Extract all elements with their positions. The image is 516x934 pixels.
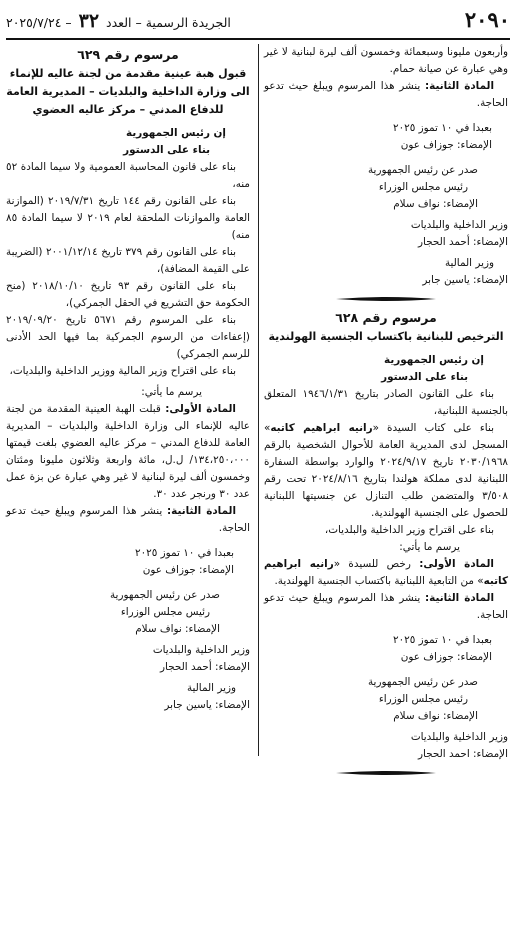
- article-2: المادة الثانية: ينشر هذا المرسوم ويبلغ حيث تدعو الحاجة.: [6, 505, 250, 534]
- gazette-name: الجريدة الرسمية: [145, 15, 231, 30]
- pm-title-2: رئيس مجلس الوزراء: [378, 693, 468, 705]
- finance-minister-title: وزير المالية: [444, 257, 494, 269]
- header-rule: [6, 38, 510, 40]
- left-column: [6, 44, 250, 714]
- constitution-heading: بناء على الدستور: [123, 144, 210, 156]
- page-header: [6, 6, 510, 34]
- decrees-line: يرسم ما يأتي:: [399, 541, 460, 553]
- date-line-2: بعبدا في ١٠ تموز ٢٠٢٥: [392, 634, 492, 646]
- pm-signature-2: الإمضاء: نواف سلام: [393, 710, 478, 722]
- pm-signature: الإمضاء: نواف سلام: [393, 198, 478, 210]
- interior-minister-title: وزير الداخلية والبلديات: [152, 644, 250, 656]
- issue-date: ٢٠٢٥/٧/٢٤: [6, 15, 62, 30]
- decree-628-title: مرسوم رقم ٦٢٨: [335, 310, 437, 325]
- president-heading: إن رئيس الجمهورية: [126, 127, 226, 139]
- finance-minister-signature: الإمضاء: ياسين جابر: [164, 699, 250, 711]
- interior-minister-signature: الإمضاء: أحمد الحجار: [418, 236, 508, 248]
- preamble-2: بناء على كتاب السيدة «رانيه ابراهيم كاتبه» المسجل لدى المديرية العامة للأحوال الشخصية بالرقم ٢٠٣٠/١٩٦٨ تاريخ ٢٠٢٤/٩/١٧ والوارد بواسطة السفارة اللبنانية لدى مملكة هولندا بتاريخ ٢٠٢٤/٨/١٦ تحت رقم ٣/٥٠٨ والمتضمن طلب التنازل عن جنسيتها اللبنانية للحصول على الجنسية الهولندية.: [264, 422, 508, 519]
- president-signature: الإمضاء: جوزاف عون: [142, 564, 234, 576]
- continued-text: وأربعون مليونا وسبعمائة وخمسون ألف ليرة لبنانية لا غير وهي عبارة عن صيانة حمام.: [264, 46, 508, 75]
- column-divider: [258, 44, 259, 756]
- article-2b: المادة الثانية: ينشر هذا المرسوم ويبلغ حيث تدعو الحاجة.: [264, 592, 508, 621]
- decree-629-subject: قبول هبة عينية مقدمة من لجنة عاليه للإنماء الى وزارة الداخلية والبلديات – المديرية العامة للدفاع المدني – مركز عاليه العضوي: [6, 67, 250, 116]
- running-head: الجريدة الرسمية – العدد ٣٢ – ٢٠٢٥/٧/٢٤: [6, 10, 231, 32]
- pm-title: رئيس مجلس الوزراء: [378, 181, 468, 193]
- interior-minister-signature-2: الإمضاء: احمد الحجار: [418, 748, 508, 760]
- right-column: [264, 44, 508, 783]
- pm-title: رئيس مجلس الوزراء: [120, 606, 210, 618]
- issued-by: صدر عن رئيس الجمهورية: [367, 164, 478, 176]
- page-number: ٢٠٩٠: [464, 7, 510, 32]
- preamble-4: بناء على القانون رقم ٩٣ تاريخ ٢٠١٨/١٠/١٠ (منح الحكومة حق التشريع في الحقل الجمركي)،: [6, 280, 250, 309]
- issued-by-2: صدر عن رئيس الجمهورية: [367, 676, 478, 688]
- article-2: المادة الثانية: ينشر هذا المرسوم ويبلغ حيث تدعو الحاجة.: [264, 80, 508, 109]
- interior-minister-title-2: وزير الداخلية والبلديات: [410, 731, 508, 743]
- preamble-2: بناء على القانون رقم ١٤٤ تاريخ ٢٠١٩/٧/٣١ (الموازنة العامة والموازنات الملحقة لعام ٢٠١٩ لا سيما المادة ٨٥ منه): [6, 195, 250, 241]
- president-heading: إن رئيس الجمهورية: [384, 354, 484, 366]
- preamble-1: بناء على قانون المحاسبة العمومية ولا سيما المادة ٥٢ منه،: [6, 161, 250, 190]
- preamble-1: بناء على القانون الصادر بتاريخ ١٩٤٦/١/٣١ المتعلق بالجنسية اللبنانية،: [264, 388, 508, 417]
- decree-628-subject: الترخيص للبنانية باكتساب الجنسية الهولندية: [268, 330, 504, 343]
- issued-by: صدر عن رئيس الجمهورية: [109, 589, 220, 601]
- finance-minister-title: وزير المالية: [186, 682, 236, 694]
- date-line: بعبدا في ١٠ تموز ٢٠٢٥: [392, 122, 492, 134]
- decree-629-title: مرسوم رقم ٦٢٩: [77, 47, 179, 62]
- issue-label: العدد: [106, 15, 132, 30]
- preamble-6: بناء على اقتراح وزير المالية ووزير الداخلية والبلديات،: [9, 365, 236, 377]
- section-separator: [264, 295, 508, 303]
- interior-minister-title: وزير الداخلية والبلديات: [410, 219, 508, 231]
- president-signature-2: الإمضاء: جوزاف عون: [400, 651, 492, 663]
- separator-ornament-icon: [336, 295, 436, 303]
- preamble-3: بناء على القانون رقم ٣٧٩ تاريخ ٢٠٠١/١٢/١٤ (الضريبة على القيمة المضافة)،: [6, 246, 250, 275]
- decrees-line: يرسم ما يأتي:: [141, 386, 202, 398]
- pm-signature: الإمضاء: نواف سلام: [135, 623, 220, 635]
- section-separator-2: [264, 769, 508, 777]
- president-signature: الإمضاء: جوزاف عون: [400, 139, 492, 151]
- constitution-heading: بناء على الدستور: [381, 371, 468, 383]
- preamble-5: بناء على المرسوم رقم ٥٦٧١ تاريخ ٢٠١٩/٠٩/٢٠ (إعفاءات من الرسوم الجمركية بما فيها الحد الأدنى للرسم الجمركي): [6, 314, 250, 360]
- date-line: بعبدا في ١٠ تموز ٢٠٢٥: [134, 547, 234, 559]
- issue-number: ٣٢: [78, 10, 100, 32]
- article-1: المادة الأولى: قبلت الهبة العينية المقدمة من لجنة عاليه للإنماء الى وزارة الداخلية والبلديات – المديرية العامة للدفاع المدني – مركز عاليه العضوي بلغت قيمتها ١٣٤،٢٥٠،٠٠٠/ ل.ل، مائة واربعة وثلاثون مليونا ومئتان وخمسون ألف ليرة لبنانية لا غير وهي عبارة عن بزة عمل عدد ٣٠ ورنجر عدد ٣٠.: [6, 403, 250, 500]
- interior-minister-signature: الإمضاء: أحمد الحجار: [160, 661, 250, 673]
- preamble-3: بناء على اقتراح وزير الداخلية والبلديات،: [324, 524, 494, 536]
- finance-minister-signature: الإمضاء: ياسين جابر: [422, 274, 508, 286]
- separator-ornament-icon: [336, 769, 436, 777]
- article-1: المادة الأولى: رخص للسيدة «رانيه ابراهيم كاتبه» من التابعية اللبنانية باكتساب الجنسية الهولندية.: [264, 558, 508, 587]
